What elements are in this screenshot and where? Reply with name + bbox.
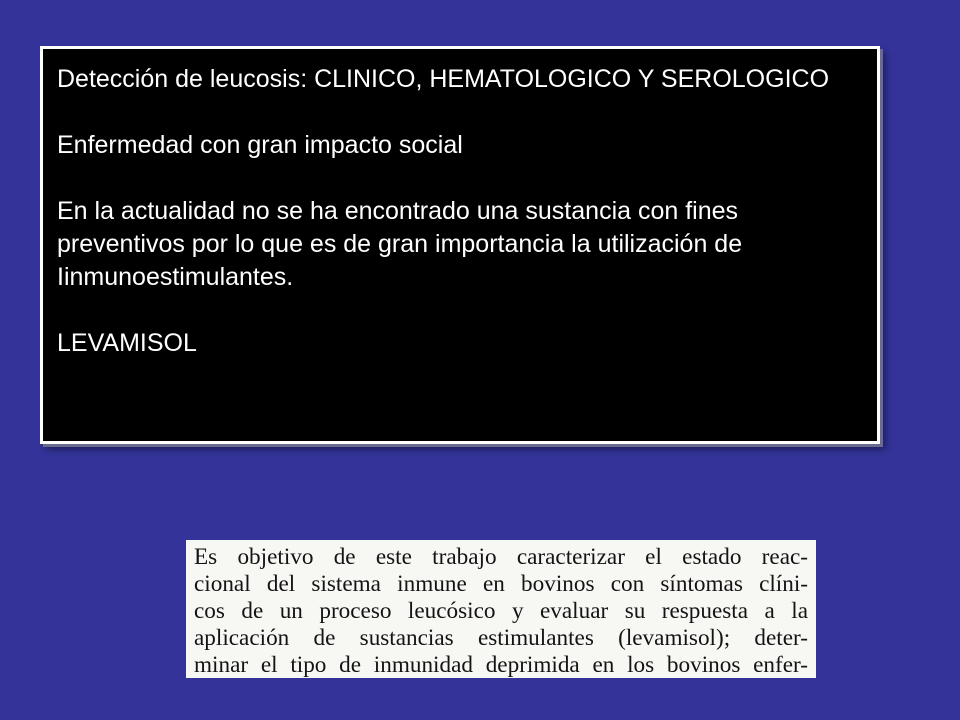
paragraph-levamisol: LEVAMISOL — [57, 329, 197, 357]
paragraph-impacto: Enfermedad con gran impacto social — [57, 131, 463, 159]
excerpt-line-1: Es objetivo de este trabajo caracterizar el estado reac- — [194, 544, 808, 570]
excerpt-line-5: minar el tipo de inmunidad deprimida en los bovinos enfer- — [194, 652, 808, 678]
slide-text-box — [40, 46, 880, 444]
excerpt-line-3: cos de un proceso leucósico y evaluar su respuesta a la — [194, 598, 808, 624]
paragraph-actualidad: En la actualidad no se ha encontrado una sustancia con fines preventivos por lo que es de gran importancia la utilización de Iinmunoestimulantes. — [57, 197, 743, 291]
scanned-text-excerpt — [186, 540, 816, 678]
excerpt-line-2: cional del sistema inmune en bovinos con síntomas clíni- — [194, 571, 808, 597]
excerpt-line-4: aplicación de sustancias estimulantes (levamisol); deter- — [194, 625, 808, 651]
paragraph-deteccion: Detección de leucosis: CLINICO, HEMATOLOGICO Y SEROLOGICO — [57, 65, 830, 93]
